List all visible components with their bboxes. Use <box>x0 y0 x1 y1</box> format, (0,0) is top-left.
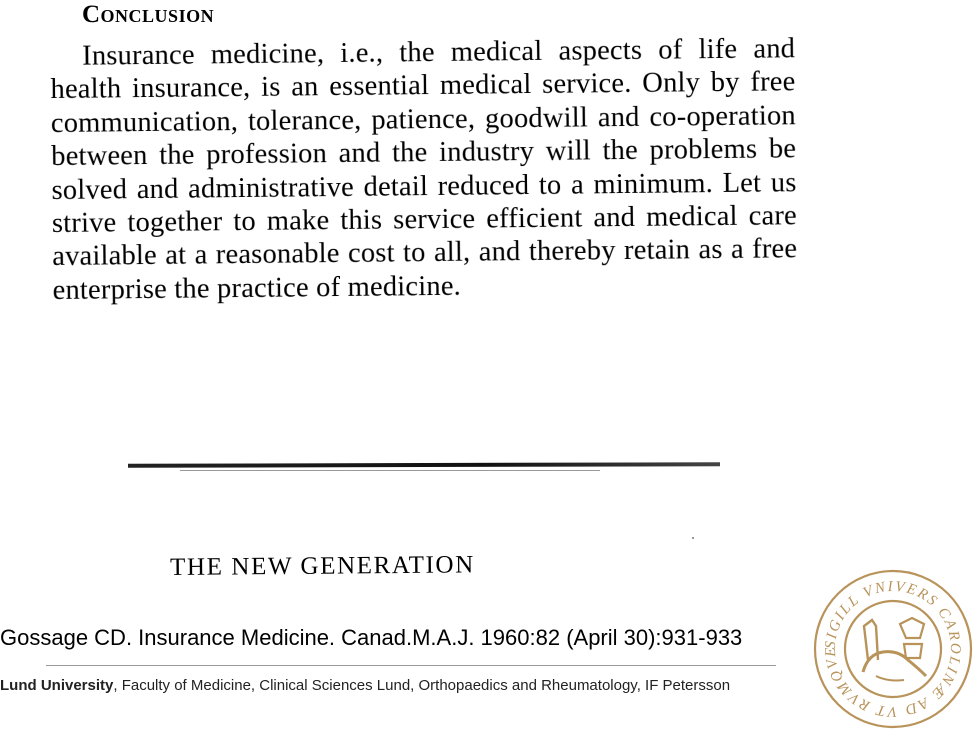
article-separator-shadow <box>180 470 600 471</box>
university-seal-logo <box>808 564 978 734</box>
citation-reference: Gossage CD. Insurance Medicine. Canad.M.A.J. 1960:82 (April 30):931-933 <box>0 625 743 650</box>
article-separator-rule <box>128 462 720 468</box>
footer-divider <box>46 665 776 666</box>
article-section-heading: Conclusion <box>82 1 215 28</box>
scan-artifact <box>692 537 694 539</box>
seal-inscription: SIGILL VNIVERS CAROLINÆ AD VT RVMQVE <box>822 578 964 720</box>
article-conclusion-paragraph: Insurance medicine, i.e., the medical aspects of life and health insurance, is an essential medical service. Only by free communication, tolerance, patience, goodwill and co-operation between the profession and the industry will the problems be solved and administrative detail reduced to a minimum. Let us strive together to make this service efficient and medical care available at a reasonable cost to all, and thereby retain as a free enterprise the practice of medicine. <box>50 33 798 306</box>
article-next-heading: THE NEW GENERATION <box>170 551 475 581</box>
slide-footer <box>0 676 730 696</box>
footer-affiliation: , Faculty of Medicine, Clinical Sciences Lund, Orthopaedics and Rheumatology, IF Petersson <box>113 677 731 694</box>
footer-university: Lund University <box>0 677 114 694</box>
